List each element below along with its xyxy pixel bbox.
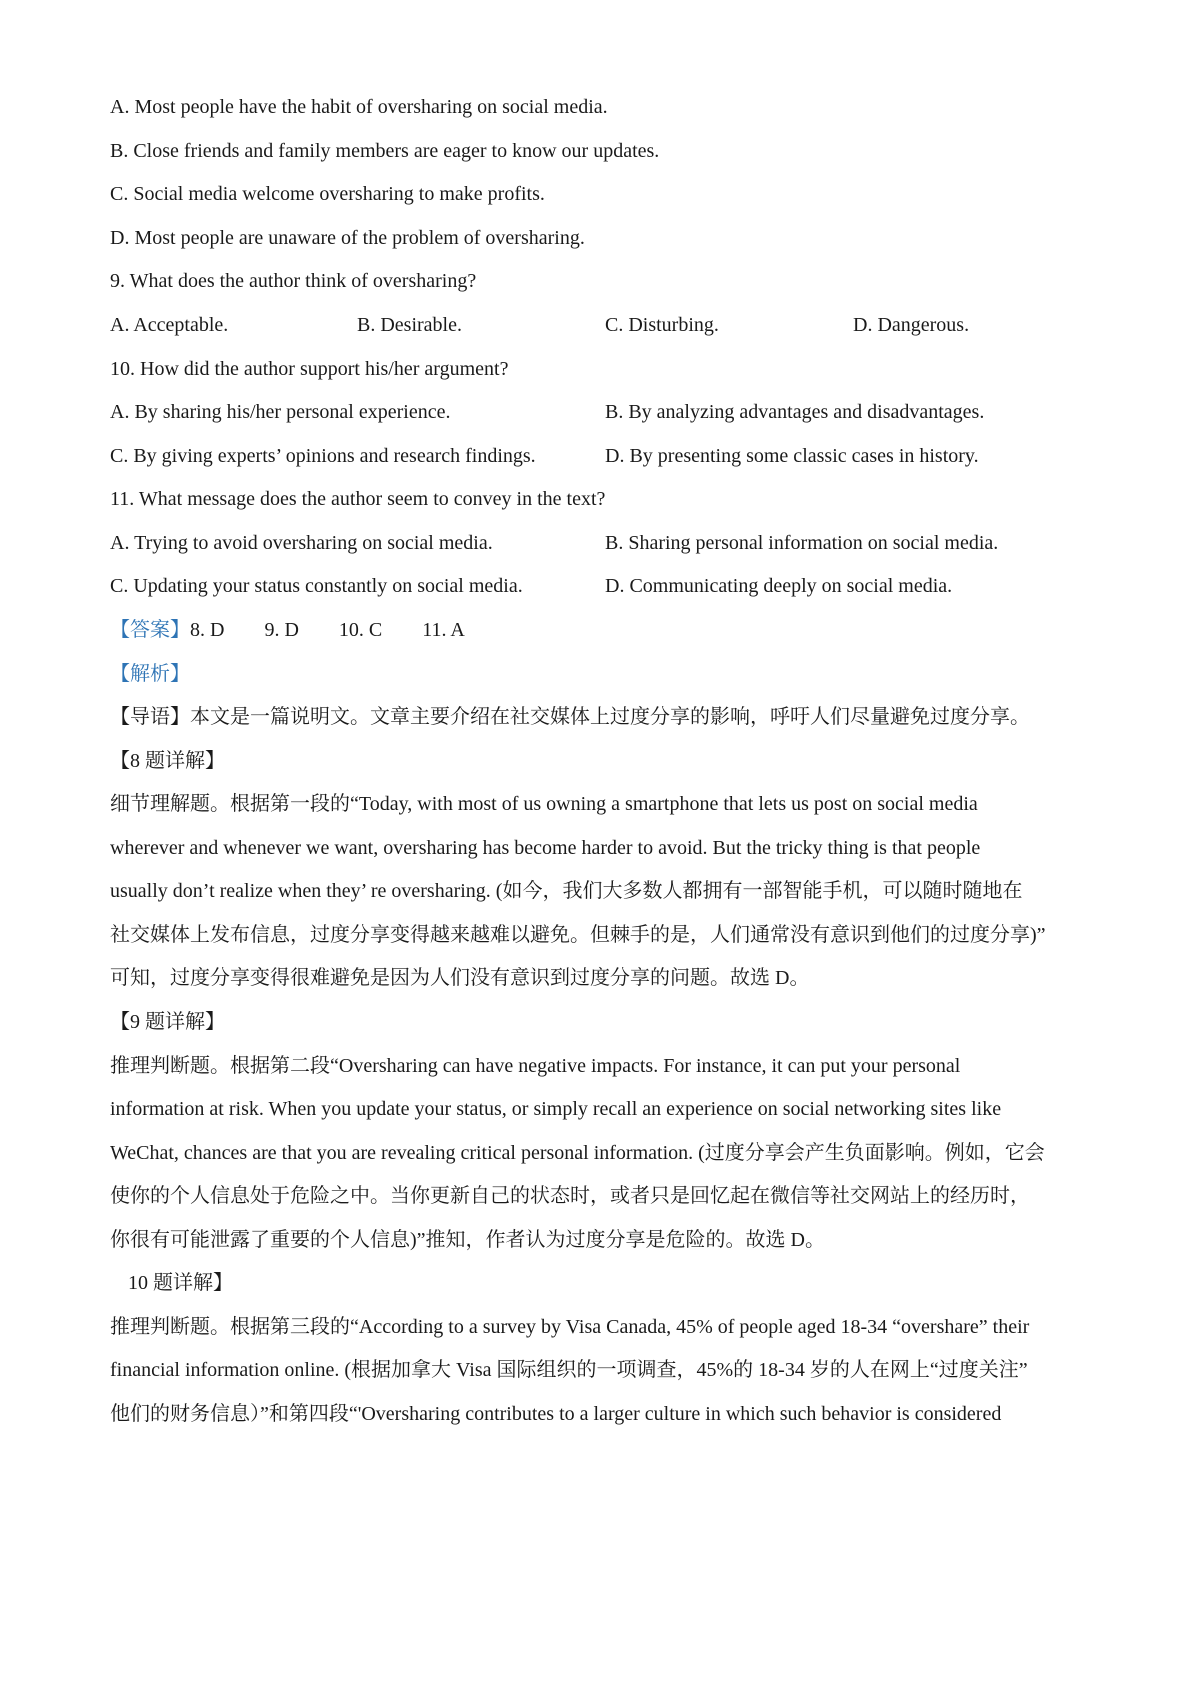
- answer-line: [110, 616, 465, 644]
- answer-label: 【答案】: [110, 619, 190, 641]
- analysis-label: 【解析】: [110, 663, 190, 685]
- detail-10-line: 推理判断题。根据第三段的“According to a survey by Visa Canada, 45% of people aged 18-34 “overshare” their: [110, 1316, 1030, 1338]
- q9-option-d: D. Dangerous.: [853, 314, 970, 336]
- q9-question: 9. What does the author think of oversharing?: [110, 270, 477, 292]
- q9-option-b: B. Desirable.: [357, 314, 462, 336]
- detail-8-line: usually don’t realize when they’ re oversharing. (如今，我们大多数人都拥有一部智能手机，可以随时随地在: [110, 880, 1023, 902]
- q8-option-a: A. Most people have the habit of oversharing on social media.: [110, 96, 608, 118]
- answer-11: 11. A: [422, 619, 465, 641]
- detail-10-line: 他们的财务信息）”和第四段“'Oversharing contributes to a larger culture in which such behavior is considered: [110, 1403, 1002, 1425]
- q11-option-b: B. Sharing personal information on social media.: [605, 532, 999, 554]
- detail-10-line: financial information online. (根据加拿大 Visa 国际组织的一项调查，45%的 18-34 岁的人在网上“过度关注”: [110, 1359, 1028, 1381]
- answer-8: 8. D: [190, 619, 225, 641]
- detail-9-line: 使你的个人信息处于危险之中。当你更新自己的状态时，或者只是回忆起在微信等社交网站上的经历时，: [110, 1185, 1030, 1207]
- detail-10-title: 10 题详解】: [128, 1272, 233, 1294]
- q11-option-a: A. Trying to avoid oversharing on social media.: [110, 532, 493, 554]
- q9-option-a: A. Acceptable.: [110, 314, 229, 336]
- detail-9-title: 【9 题详解】: [110, 1011, 225, 1033]
- q10-question: 10. How did the author support his/her argument?: [110, 358, 509, 380]
- q11-option-d: D. Communicating deeply on social media.: [605, 575, 953, 597]
- q11-question: 11. What message does the author seem to convey in the text?: [110, 488, 606, 510]
- detail-8-line: wherever and whenever we want, oversharing has become harder to avoid. But the tricky thing is that people: [110, 837, 981, 859]
- q10-option-c: C. By giving experts’ opinions and research findings.: [110, 445, 536, 467]
- q9-option-c: C. Disturbing.: [605, 314, 719, 336]
- q10-option-b: B. By analyzing advantages and disadvantages.: [605, 401, 985, 423]
- detail-9-line: information at risk. When you update your status, or simply recall an experience on social networking sites like: [110, 1098, 1002, 1120]
- detail-8-title: 【8 题详解】: [110, 750, 225, 772]
- q8-option-d: D. Most people are unaware of the problem of oversharing.: [110, 227, 585, 249]
- answer-9: 9. D: [264, 619, 299, 641]
- q11-option-c: C. Updating your status constantly on social media.: [110, 575, 523, 597]
- q10-option-d: D. By presenting some classic cases in history.: [605, 445, 979, 467]
- q8-option-c: C. Social media welcome oversharing to make profits.: [110, 183, 545, 205]
- detail-9-line: WeChat, chances are that you are revealing critical personal information. (过度分享会产生负面影响。例如，它会: [110, 1142, 1045, 1164]
- answer-10: 10. C: [338, 619, 383, 641]
- detail-8-line: 社交媒体上发布信息，过度分享变得越来越难以避免。但棘手的是，人们通常没有意识到他们的过度分享)”: [110, 924, 1046, 946]
- detail-8-line: 可知，过度分享变得很难避免是因为人们没有意识到过度分享的问题。故选 D。: [110, 967, 810, 989]
- q8-option-b: B. Close friends and family members are eager to know our updates.: [110, 140, 660, 162]
- detail-8-line: 细节理解题。根据第一段的“Today, with most of us owning a smartphone that lets us post on social media: [110, 793, 978, 815]
- intro-text: 【导语】本文是一篇说明文。文章主要介绍在社交媒体上过度分享的影响，呼吁人们尽量避免过度分享。: [110, 706, 1030, 728]
- detail-9-line: 推理判断题。根据第二段“Oversharing can have negative impacts. For instance, it can put your personal: [110, 1055, 961, 1077]
- q10-option-a: A. By sharing his/her personal experience.: [110, 401, 451, 423]
- detail-9-line: 你很有可能泄露了重要的个人信息)”推知，作者认为过度分享是危险的。故选 D。: [110, 1229, 825, 1251]
